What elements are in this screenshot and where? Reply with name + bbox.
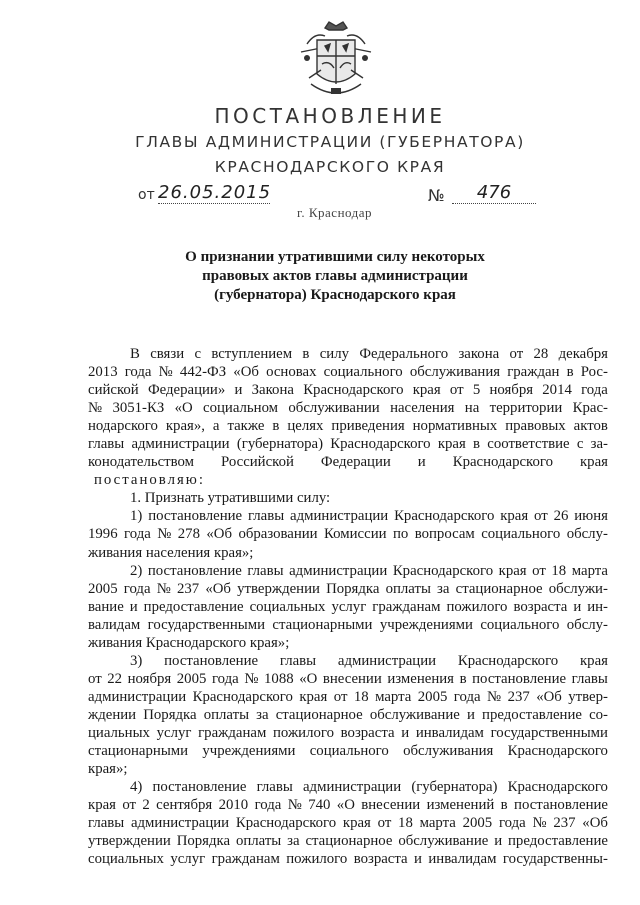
body-line [88,507,608,525]
word: на [464,400,480,417]
word: Федерального [359,346,449,362]
word: утверждении [88,833,171,850]
word: 740 [308,797,331,814]
word: от [532,562,546,579]
word: государственными [490,724,608,741]
word: социального [323,364,403,381]
word: постановление [164,652,259,669]
word: года [254,797,282,814]
word: края [437,436,466,453]
word: от [509,346,524,362]
word: государственными [147,616,266,633]
word: главы [256,779,293,796]
body-line [88,345,608,363]
word: 2005 [462,815,493,832]
word: основах [266,364,317,381]
body-line [88,580,608,598]
word: 26 [553,508,569,525]
body-line [88,453,608,471]
date-prefix: от [138,187,155,203]
word: Краснодарского [330,436,431,453]
word: за [287,833,300,850]
word: 3051-КЗ [112,400,165,417]
word: изменения [387,670,454,687]
word: внесении [322,670,382,687]
body-line [88,525,608,543]
word: администрации [130,815,230,832]
word: пожилого [286,851,348,868]
word: возраста [353,851,408,868]
word: марта [375,688,412,705]
word: за [437,580,450,597]
word: постановление [148,508,243,525]
word: стационарными [88,743,189,760]
body-line [88,652,608,670]
word: марта [419,815,456,832]
word: с [194,346,202,362]
word: 5 [472,382,481,399]
word: вопросам [414,526,475,543]
word: инвалидам [415,724,484,741]
doc-type-heading: ПОСТАНОВЛЕНИЕ [214,104,446,128]
word: 237 [507,688,530,705]
word: по [392,526,409,543]
word: нодарского [88,418,158,435]
word: сийской [88,382,139,399]
word: гражданам [198,724,267,741]
word: целях [287,418,324,435]
word: (губернатора) [411,779,498,796]
word: декабря [558,346,608,362]
word: года [581,382,608,399]
word: ждении [88,706,137,723]
word: постановление [147,562,242,579]
title-line: (губернатора) Краснодарского края [214,287,456,303]
word: социальном [203,400,279,417]
document-title [150,248,520,305]
word: и [573,598,582,615]
word: 2014 [542,382,572,399]
word: края [88,797,116,814]
word: закона [458,346,500,362]
title-line: правовых актов главы администрации [202,268,468,284]
word: 2010 [218,797,249,814]
word: года [124,526,151,543]
body-line [88,850,608,868]
word: Краснодарского [507,779,608,796]
body-line [88,814,608,832]
word: 22 [107,670,123,687]
body-line [88,363,608,381]
word: ин- [587,598,608,615]
word: 2005 [176,670,207,687]
word: Российской [221,454,294,471]
word: марта [571,562,608,579]
word: 2) [130,562,143,579]
word: № [532,815,547,832]
word: администрации [88,688,187,705]
word: также [227,418,265,435]
word: администрации [289,562,388,579]
word: возраста [513,598,568,615]
word: Краснодарского [392,562,494,579]
word: и [494,833,503,850]
word: в [272,418,280,435]
word: социальных [88,851,164,868]
word: обслуживание [398,833,489,850]
word: от [88,670,102,687]
word: «О [174,400,193,417]
word: услуг [331,598,367,615]
word: приведения [331,418,405,435]
word: администрации [131,436,230,453]
word: № [88,400,103,417]
word: стационарными [272,616,373,633]
word: за [256,706,269,723]
word: «Об [536,688,562,705]
word: года [453,688,481,705]
word: Краснодарского [394,508,495,525]
word: № [287,797,302,814]
word: 2005 [88,580,118,597]
word: «О [336,797,355,814]
body-line: живания населения края»; [88,544,254,561]
word: территории [489,400,563,417]
word: от [534,508,548,525]
word: края», [165,418,205,435]
word: образовании [238,526,318,543]
word: с [576,436,584,453]
word: № [157,526,172,543]
word: вступлением [211,346,293,362]
word: постановление [152,779,247,796]
body-line [88,724,608,742]
body-line [88,562,608,580]
word: возраста [340,724,395,741]
word: в [566,364,574,381]
word: за- [590,436,608,453]
word: учреждениями [379,616,473,633]
word: администрации [337,652,437,669]
word: 4) [130,779,143,796]
word: обслуживания [403,743,494,760]
word: 278 [177,526,200,543]
word: предоставление [482,706,582,723]
word: инвалидам [428,851,497,868]
word: услуг [170,851,206,868]
word: в [302,346,310,362]
word: социального [309,743,389,760]
word: 1) [130,508,143,525]
body-line [88,598,608,616]
word: главы [247,562,284,579]
word: и [466,706,475,723]
word: оплаты [235,833,282,850]
word: № [244,670,259,687]
word: социальных [249,598,326,615]
word: населения [390,400,455,417]
body-line: края»; [88,761,128,778]
word: 2005 [417,688,448,705]
decision-word: постановляю: [94,472,205,489]
word: Краснодарского [192,688,293,705]
word: предоставление [143,598,244,615]
word: года [123,580,151,597]
word: 2013 [88,364,118,381]
word: края [299,688,328,705]
word: обслуживании [288,400,380,417]
word: обслу- [566,616,608,633]
word: Краснодарского [507,743,608,760]
word: и [234,382,243,399]
word: обслуживания [409,364,501,381]
word: 28 [533,346,549,362]
word: пожилого [273,724,334,741]
word: администрации [302,779,402,796]
body-line: живания Краснодарского края»; [88,634,290,651]
word: № [487,688,502,705]
body-line [88,616,608,634]
body-line [88,435,608,453]
body-line [88,796,608,814]
word: социального [481,526,561,543]
word: 237 [553,815,576,832]
word: края [579,652,608,669]
body-line [88,688,608,706]
word: главы [247,508,285,525]
body-line [88,399,608,417]
word: силу [319,346,350,362]
word: и [401,724,410,741]
word: в [473,436,481,453]
city-label: г. Краснодар [297,205,373,220]
document-body [88,345,608,868]
word: ноября [489,382,534,399]
issuer-line-1: ГЛАВЫ АДМИНИСТРАЦИИ (ГУБЕРНАТОРА) [135,133,525,151]
word: Рос- [580,364,608,381]
word: от [122,797,137,814]
word: Краснодарского [457,652,559,669]
word: постановление [514,797,608,814]
word: гражданам [372,598,441,615]
word: Крас- [572,400,608,417]
word: от [449,382,464,399]
word: главы [88,436,125,453]
word: обслу- [566,526,608,543]
word: края [412,382,441,399]
word: актов [573,418,608,435]
word: края [579,454,608,471]
word: соответствие [487,436,570,453]
word: вание [88,598,124,615]
word: «Об [233,364,259,381]
word: циальных [88,724,150,741]
word: в [500,797,508,814]
body-line [88,706,608,724]
word: утвер- [568,688,608,705]
word: стационарное [275,706,363,723]
title-line: О признании утратившими силу некоторых [185,249,485,265]
word: конодательством [88,454,195,471]
word: главы [571,670,608,687]
issuer-line-2: КРАСНОДАРСКОГО КРАЯ [214,158,446,176]
word: обслуживание [369,706,460,723]
word: Порядка [326,580,380,597]
word: Порядка [176,833,231,850]
word: Порядка [143,706,197,723]
word: учреждениями [202,743,296,760]
body-line: 1. Признать утратившими силу: [130,490,331,507]
number-prefix: № [428,186,445,205]
word: предоставление [508,833,608,850]
word: 18 [398,815,413,832]
word: 18 [353,688,369,705]
word: главы [279,652,317,669]
word: Федерации» [147,382,226,399]
word: ноября [127,670,172,687]
document-number: 476 [452,182,536,204]
word: нормативных [412,418,498,435]
word: № [156,580,171,597]
word: 1996 [88,526,118,543]
word: а [212,418,220,435]
word: в [459,670,467,687]
word: внесении [361,797,421,814]
word: Закона [251,382,294,399]
word: края [498,562,527,579]
word: от [377,815,392,832]
body-line [88,417,608,435]
coat-of-arms-icon [295,18,377,102]
word: социального [480,616,560,633]
word: администрации [290,508,389,525]
word: В [130,346,140,362]
word: года [498,815,526,832]
word: изменений [426,797,495,814]
word: края [342,815,371,832]
word: связи [150,346,185,362]
word: № [158,364,173,381]
word: пожилого [446,598,508,615]
word: и [414,851,422,868]
word: 442-ФЗ [179,364,227,381]
word: Федерации [320,454,391,471]
word: «Об [206,526,233,543]
body-line [88,670,608,688]
word: и [129,598,138,615]
body-line [88,778,608,796]
word: граждан [507,364,560,381]
word: государственны- [502,851,608,868]
word: 1088 [264,670,294,687]
word: постановление [472,670,567,687]
word: края [500,508,529,525]
word: Комиссии [324,526,387,543]
body-line [88,742,608,760]
body-line [88,381,608,399]
word: 3) [130,652,143,669]
word: сентября [156,797,213,814]
word: валидам [88,616,141,633]
word: 237 [176,580,200,597]
word: года [211,670,239,687]
word: гражданам [211,851,280,868]
word: стационарное [305,833,393,850]
word: обслужи- [548,580,608,597]
word: «Об [205,580,231,597]
word: стационарное [455,580,543,597]
word: года [124,364,152,381]
word: 2 [142,797,150,814]
word: оплаты [385,580,431,597]
word: оплаты [203,706,250,723]
word: Краснодарского [303,382,404,399]
word: «Об [582,815,608,832]
word: июня [574,508,608,525]
word: (губернатора) [236,436,324,453]
word: услуг [156,724,192,741]
word: со- [589,706,608,723]
word: Краснодарского [235,815,337,832]
body-line [88,832,608,850]
word: от [333,688,348,705]
word: и [417,454,426,471]
document-date: 26.05.2015 [158,182,272,203]
word: утверждении [237,580,320,597]
word: «О [299,670,318,687]
word: главы [88,815,125,832]
word: правовых [505,418,566,435]
word: 18 [551,562,567,579]
word: Краснодарского [452,454,553,471]
